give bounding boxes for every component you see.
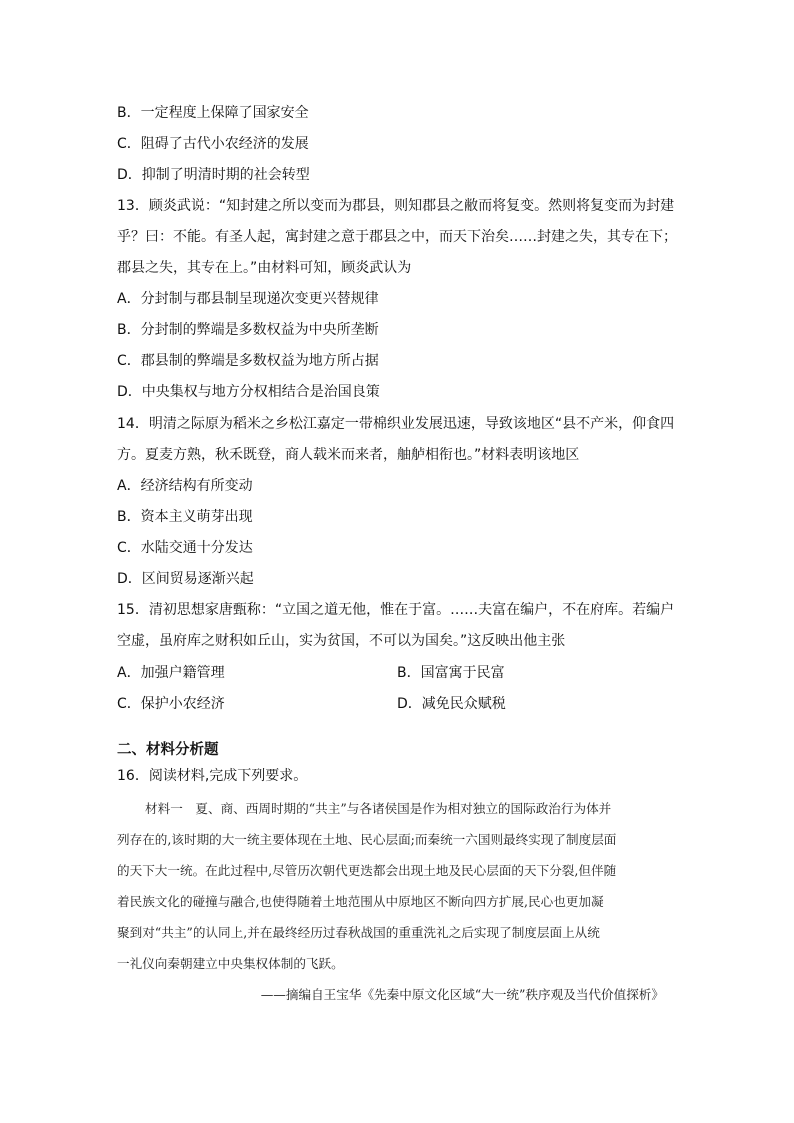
q14-stem-line-1: 14．明清之际原为稻米之乡松江嘉定一带棉织业发展迅速，导致该地区“县不产米，仰食四 <box>117 416 675 432</box>
q15-option-b: B．国富寓于民富 <box>397 665 505 681</box>
q14-stem-line-2: 方。夏麦方熟，秋禾既登，商人载米而来者，舳舻相衔也。”材料表明该地区 <box>117 447 580 463</box>
q15-option-row-1 <box>117 663 704 683</box>
material-line-4: 着民族文化的碰撞与融合,也使得随着土地范围从中原地区不断向四方扩展,民心也更加凝 <box>117 894 604 909</box>
q12-option-b: B．一定程度上保障了国家安全 <box>117 105 309 121</box>
section-title: 二、材料分析题 <box>117 742 219 758</box>
q14-option-c: C．水陆交通十分发达 <box>117 540 253 556</box>
q13-option-b: B．分封制的弊端是多数权益为中央所垄断 <box>117 322 379 338</box>
material-line-3: 的天下大一统。在此过程中,尽管历次朝代更迭都会出现土地及民心层面的天下分裂,但伴随 <box>117 863 617 878</box>
q15-option-row-2 <box>117 694 704 714</box>
q15-option-a: A．加强户籍管理 <box>117 665 225 681</box>
q15-stem-line-2: 空虚，虽府库之财积如丘山，实为贫国，不可以为国矣。”这反映出他主张 <box>117 633 566 649</box>
q15-option-d: D．减免民众赋税 <box>397 696 506 712</box>
material-line-2: 列存在的,该时期的大一统主要体现在土地、民心层面;而秦统一六国则最终实现了制度层面 <box>117 832 617 847</box>
q15-option-c: C．保护小农经济 <box>117 696 225 712</box>
q13-option-c: C．郡县制的弊端是多数权益为地方所占据 <box>117 353 379 369</box>
material-line-6: 一礼仪向秦朝建立中央集权体制的飞跃。 <box>117 956 344 971</box>
q13-stem-line-2: 乎？曰：不能。有圣人起，寓封建之意于郡县之中，而天下治矣……封建之失，其专在下； <box>117 229 677 245</box>
q13-stem-line-1: 13．顾炎武说：“知封建之所以变而为郡县，则知郡县之敝而将复变。然则将复变而为封建 <box>117 198 675 214</box>
q13-stem-line-3: 郡县之失，其专在上。”由材料可知，顾炎武认为 <box>117 260 412 276</box>
q13-option-d: D．中央集权与地方分权相结合是治国良策 <box>117 384 380 400</box>
q13-option-a: A．分封制与郡县制呈现递次变更兴替规律 <box>117 291 379 307</box>
material-line-5: 聚到对“共主”的认同上,并在最终经历过春秋战国的重重洗礼之后实现了制度层面上从统 <box>117 925 600 940</box>
q14-option-d: D．区间贸易逐渐兴起 <box>117 571 254 587</box>
material-source: ——摘编自王宝华《先秦中原文化区域“大一统”秩序观及当代价值探析》 <box>260 987 664 1002</box>
q12-option-c: C．阻碍了古代小农经济的发展 <box>117 136 309 152</box>
q15-stem-line-1: 15．清初思想家唐甄称：“立国之道无他，惟在于富。……夫富在编户，不在府库。若编户 <box>117 602 675 618</box>
q14-option-b: B．资本主义萌芽出现 <box>117 509 253 525</box>
q12-option-d: D．抑制了明清时期的社会转型 <box>117 167 310 183</box>
q14-option-a: A．经济结构有所变动 <box>117 478 253 494</box>
material-line-1: 材料一 夏、商、西周时期的“共主”与各诸侯国是作为相对独立的国际政治行为体并 <box>145 801 612 816</box>
q16-stem: 16．阅读材料,完成下列要求。 <box>117 768 308 784</box>
